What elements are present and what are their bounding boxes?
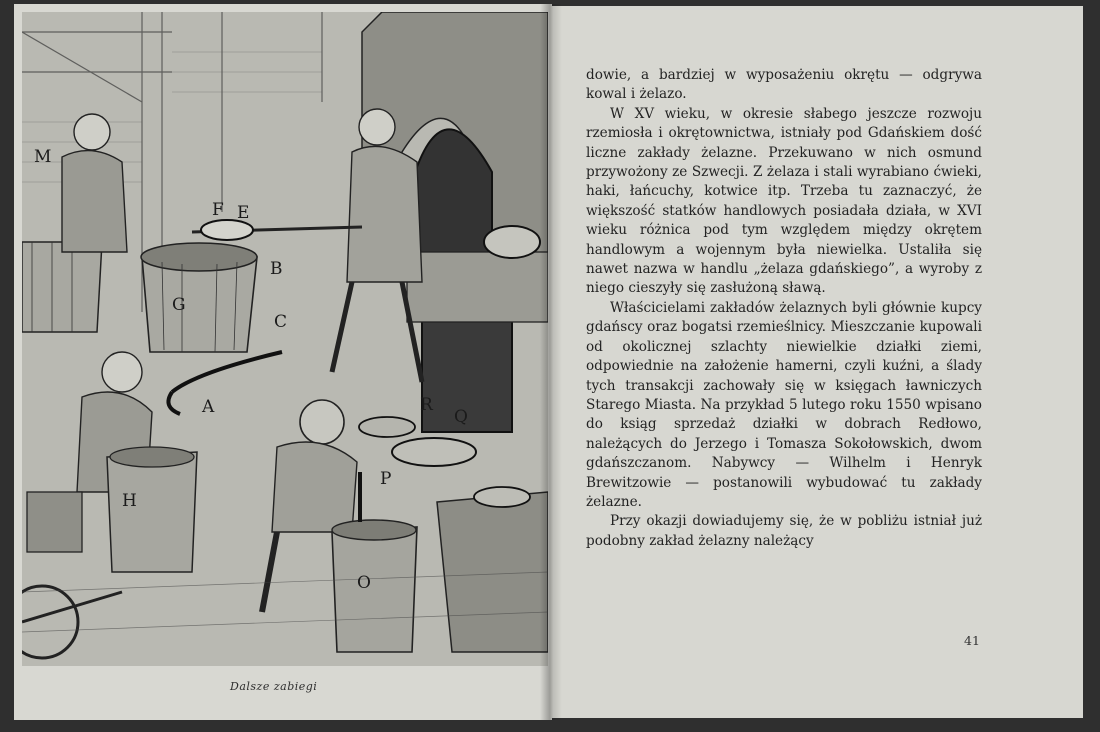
page-text xyxy=(586,66,982,551)
illustration-label: G xyxy=(172,295,186,315)
paragraph: W XV wieku, w okresie słabego jeszcze rozwoju rzemiosła i okrętownictwa, istniały pod Gdańskiem dość liczne zakłady żelazne. Przekuwano w nich osmund przywożony ze Szwecji. Z żelaza i stali wyrabiano ćwieki, haki, łańcuchy, kotwice itp. Trzeba tu zaznaczyć, że większość statków handlowych posiadała działa, w XVI wieku różnica pod tym względem między okrętem handlowym a wojennym była niewielka. Ustaliła się nawet nazwa w handlu „żelaza gdańskiego”, a wyroby z niego cieszyły się zasłużoną sławą. xyxy=(586,105,982,297)
illustration-caption: Dalsze zabiegi xyxy=(230,680,318,693)
illustration-label: C xyxy=(274,312,288,332)
illustration-label: O xyxy=(357,573,371,593)
page-number: 41 xyxy=(964,633,980,648)
illustration-label: M xyxy=(34,147,52,167)
illustration-label: P xyxy=(380,469,392,489)
illustration-label: A xyxy=(202,397,215,417)
illustration-label: R xyxy=(420,395,433,415)
paragraph: dowie, a bardziej w wyposażeniu okrętu — odgrywa kowal i żelazo. xyxy=(586,67,982,103)
illustration-label: B xyxy=(270,259,283,279)
illustration-label: F xyxy=(212,200,224,220)
book-gutter xyxy=(540,4,562,720)
woodcut-illustration xyxy=(22,12,548,666)
illustration-label: E xyxy=(237,203,250,223)
illustration-label: Q xyxy=(454,407,468,427)
forge-scene-drawing xyxy=(22,12,548,666)
illustration-label: H xyxy=(122,491,137,511)
paragraph: Przy okazji dowiadujemy się, że w pobliżu istniał już podobny zakład żelazny należący xyxy=(586,513,982,549)
paragraph: Właścicielami zakładów żelaznych byli głównie kupcy gdańscy oraz bogatsi rzemieślnicy. Mieszczanie kupowali od okolicznej szlachty niewielkie działki ziemi, odpowiednie na założenie hamerni, czyli kuźni, a ślady tych transakcji zachowały się w księgach ławniczych Starego Miasta. Na przykład 5 lutego roku 1550 wpisano do ksiąg sprzedaż działki w dobrach Redłowo, należących do Jerzego i Tomasza Sokołowskich, dwom gdańszczanom. Nabywcy — Wilhelm i Henryk Brewitzowie — postanowili wybudować tu zakłady żelazne. xyxy=(586,299,982,510)
